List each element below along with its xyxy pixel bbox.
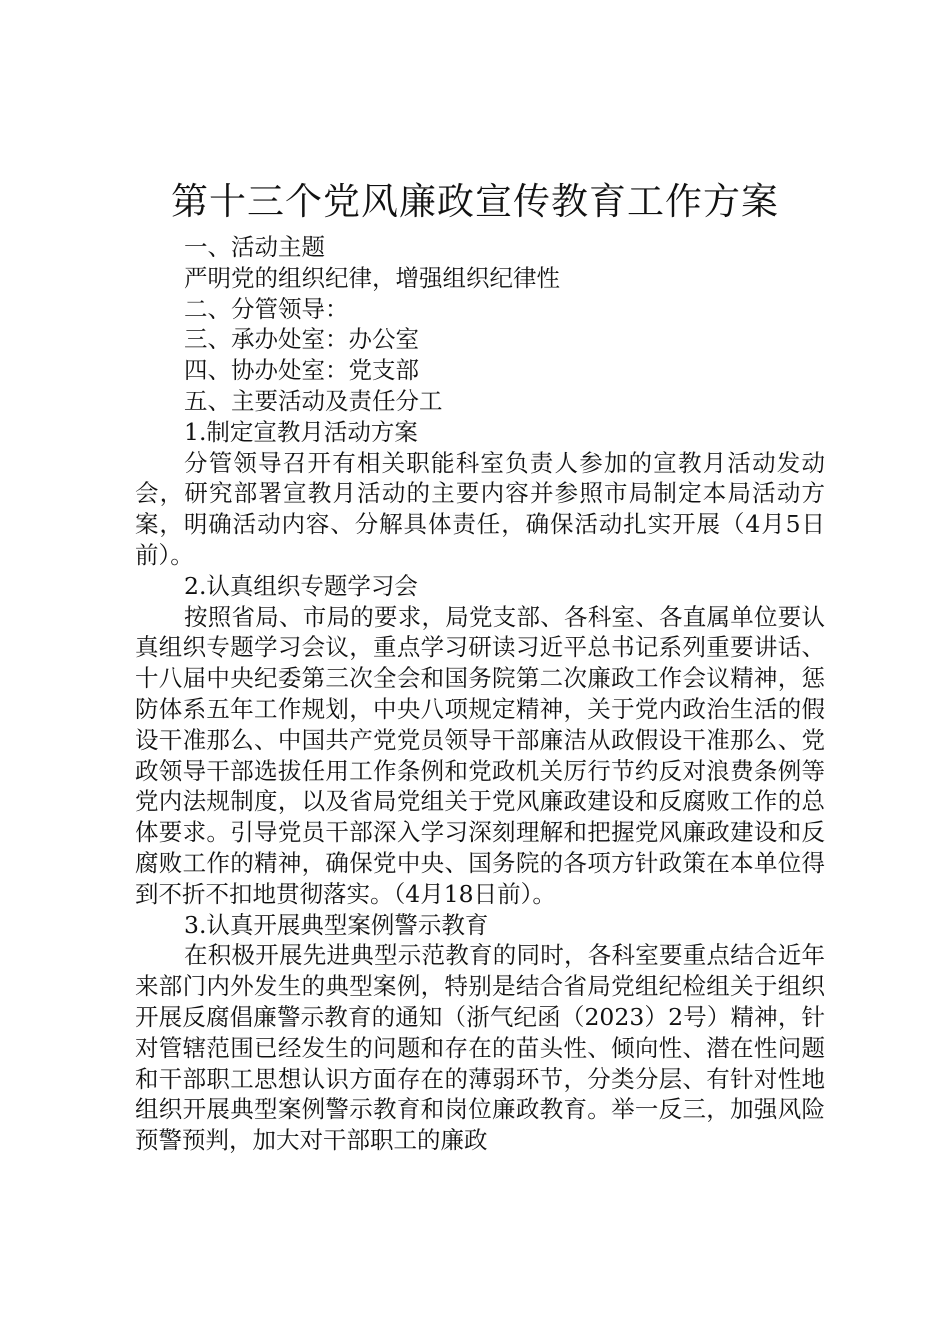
theme-text: 严明党的组织纪律，增强组织纪律性 [184,263,560,292]
section-heading-host-office: 三、承办处室：办公室 [184,325,419,354]
item-heading-3: 3.认真开展典型案例警示教育 [184,910,489,939]
section-heading-activities: 五、主要活动及责任分工 [184,386,443,415]
item-heading-1: 1.制定宣教月活动方案 [184,417,418,446]
item-heading-2: 2.认真组织专题学习会 [184,571,418,600]
item-paragraph-2: 按照省局、市局的要求，局党支部、各科室、各直属单位要认真组织专题学习会议，重点学习研读习近平总书记系列重要讲话、十八届中央纪委第三次全会和国务院第二次廉政工作会议精神，惩防体系五年工作规划，中央八项规定精神，关于党内政治生活的假设干准那么、中国共产党党员领导干部廉洁从政假设干准那么、党政领导干部选拔任用工作条例和党政机关厉行节约反对浪费条例等党内法规制度，以及省局党组关于党风廉政建设和反腐败工作的总体要求。引导党员干部深入学习深刻理解和把握党风廉政建设和反腐败工作的精神，确保党中央、国务院的各项方针政策在本单位得到不折不扣地贯彻落实。（4月18日前）。 [135,602,825,908]
section-heading-assist-office: 四、协办处室：党支部 [184,356,419,385]
item-paragraph-1: 分管领导召开有相关职能科室负责人参加的宣教月活动发动会，研究部署宣教月活动的主要内容并参照市局制定本局活动方案，明确活动内容、分解具体责任，确保活动扎实开展（4月5日前）。 [135,448,825,569]
item-paragraph-3: 在积极开展先进典型示范教育的同时，各科室要重点结合近年来部门内外发生的典型案例，特别是结合省局党组纪检组关于组织开展反腐倡廉警示教育的通知（浙气纪函（2023）2号）精神，针对管辖范围已经发生的问题和存在的苗头性、倾向性、潜在性问题和干部职工思想认识方面存在的薄弱环节，分类分层、有针对性地组织开展典型案例警示教育和岗位廉政教育。举一反三，加强风险预警预判，加大对干部职工的廉政 [135,941,825,1155]
document-title: 第十三个党风廉政宣传教育工作方案 [171,180,779,223]
section-heading-theme: 一、活动主题 [184,233,325,261]
section-heading-leader: 二、分管领导： [184,294,349,323]
document-body [135,232,825,1156]
